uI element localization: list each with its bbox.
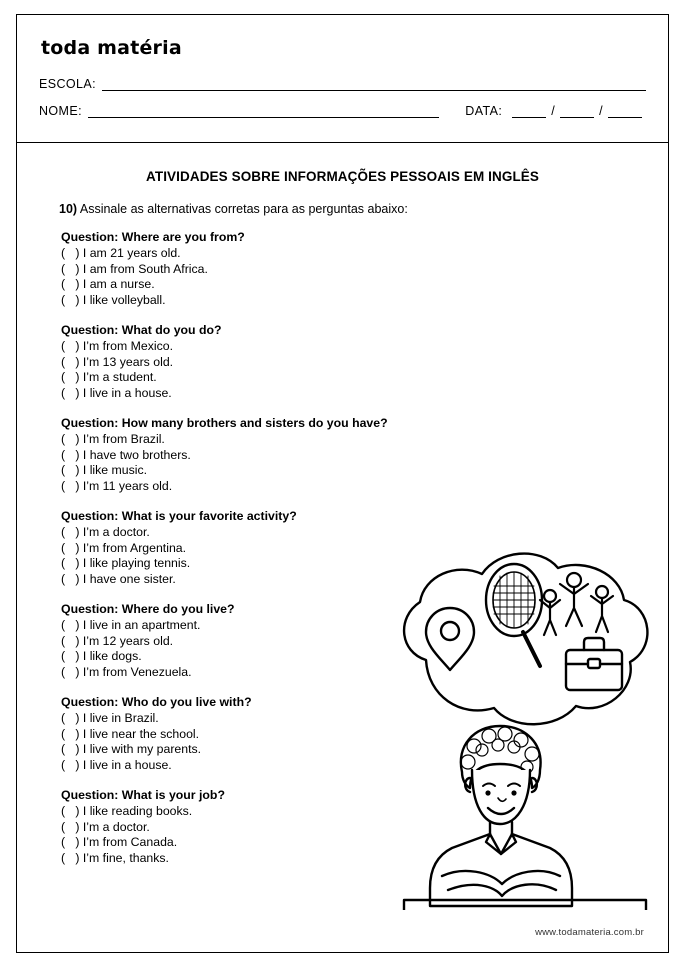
question-option[interactable]: ( ) I’m from Brazil. bbox=[61, 432, 165, 446]
data-field-group bbox=[465, 104, 646, 118]
nome-field-row bbox=[39, 104, 646, 118]
data-day-input[interactable] bbox=[512, 107, 546, 118]
instruction-number: 10) bbox=[59, 202, 78, 216]
question-option[interactable]: ( ) I am a nurse. bbox=[61, 277, 155, 291]
question-option[interactable]: ( ) I am from South Africa. bbox=[61, 261, 208, 276]
worksheet-header bbox=[17, 15, 668, 143]
question-block bbox=[61, 695, 642, 773]
worksheet-body bbox=[17, 143, 668, 952]
question-option[interactable]: ( ) I’m 13 years old. bbox=[61, 354, 174, 369]
date-separator-1: / bbox=[551, 104, 556, 118]
question-option[interactable]: ( ) I’m from Canada. bbox=[61, 835, 178, 849]
nome-input-line[interactable] bbox=[88, 107, 439, 118]
question-option[interactable]: ( ) I’m from Mexico. bbox=[61, 339, 174, 353]
data-label: DATA: bbox=[465, 104, 503, 118]
question-block bbox=[61, 602, 642, 680]
date-separator-2: / bbox=[599, 104, 603, 118]
question-title: Question: How many brothers and sisters do you have? bbox=[61, 416, 388, 430]
question-option[interactable]: ( ) I live in Brazil. bbox=[61, 711, 159, 725]
escola-label: ESCOLA: bbox=[39, 77, 96, 91]
escola-input-line[interactable] bbox=[102, 80, 646, 91]
question-block bbox=[61, 323, 642, 401]
data-year-input[interactable] bbox=[608, 107, 642, 118]
data-month-input[interactable] bbox=[560, 107, 594, 118]
page-title: ATIVIDADES SOBRE INFORMAÇÕES PESSOAIS EM INGLÊS bbox=[146, 169, 539, 184]
question-title: Question: What is your favorite activity? bbox=[61, 509, 297, 523]
question-block bbox=[61, 788, 642, 866]
escola-field-row bbox=[39, 77, 646, 91]
question-option[interactable]: ( ) I’m a student. bbox=[61, 370, 157, 384]
question-title: Question: What is your job? bbox=[61, 788, 225, 802]
question-option[interactable]: ( ) I’m a doctor. bbox=[61, 525, 150, 539]
question-title: Question: Where do you live? bbox=[61, 602, 235, 616]
instruction-text: Assinale as alternativas corretas para as perguntas abaixo: bbox=[77, 202, 408, 216]
footer-url[interactable]: www.todamateria.com.br bbox=[535, 927, 644, 938]
question-title: Question: Who do you live with? bbox=[61, 695, 252, 709]
question-option[interactable]: ( ) I’m from Venezuela. bbox=[61, 664, 192, 679]
question-option[interactable]: ( ) I like music. bbox=[61, 463, 148, 477]
question-option[interactable]: ( ) I’m 11 years old. bbox=[61, 478, 173, 493]
question-option[interactable]: ( ) I’m 12 years old. bbox=[61, 633, 174, 648]
question-option[interactable]: ( ) I like reading books. bbox=[61, 804, 193, 818]
question-option[interactable]: ( ) I’m a doctor. bbox=[61, 819, 150, 834]
question-title: Question: Where are you from? bbox=[61, 230, 245, 244]
question-option[interactable]: ( ) I have one sister. bbox=[61, 571, 176, 586]
question-option[interactable]: ( ) I’m fine, thanks. bbox=[61, 850, 169, 865]
instruction-line bbox=[59, 202, 642, 216]
question-option[interactable]: ( ) I live in a house. bbox=[61, 385, 172, 400]
question-option[interactable]: ( ) I have two brothers. bbox=[61, 447, 191, 462]
question-option[interactable]: ( ) I’m from Argentina. bbox=[61, 540, 187, 555]
question-option[interactable]: ( ) I live in an apartment. bbox=[61, 618, 201, 632]
worksheet-page bbox=[16, 14, 669, 953]
question-block bbox=[61, 416, 642, 494]
question-option[interactable]: ( ) I like playing tennis. bbox=[61, 556, 191, 570]
question-option[interactable]: ( ) I am 21 years old. bbox=[61, 246, 181, 260]
question-block bbox=[61, 230, 642, 308]
question-option[interactable]: ( ) I like dogs. bbox=[61, 649, 142, 663]
question-option[interactable]: ( ) I live near the school. bbox=[61, 726, 200, 741]
question-option[interactable]: ( ) I live with my parents. bbox=[61, 742, 202, 756]
question-option[interactable]: ( ) I live in a house. bbox=[61, 757, 172, 772]
question-title: Question: What do you do? bbox=[61, 323, 222, 337]
question-block bbox=[61, 509, 642, 587]
brand-logo: toda matéria bbox=[41, 37, 182, 59]
nome-label: NOME: bbox=[39, 104, 82, 118]
question-option[interactable]: ( ) I like volleyball. bbox=[61, 292, 166, 307]
